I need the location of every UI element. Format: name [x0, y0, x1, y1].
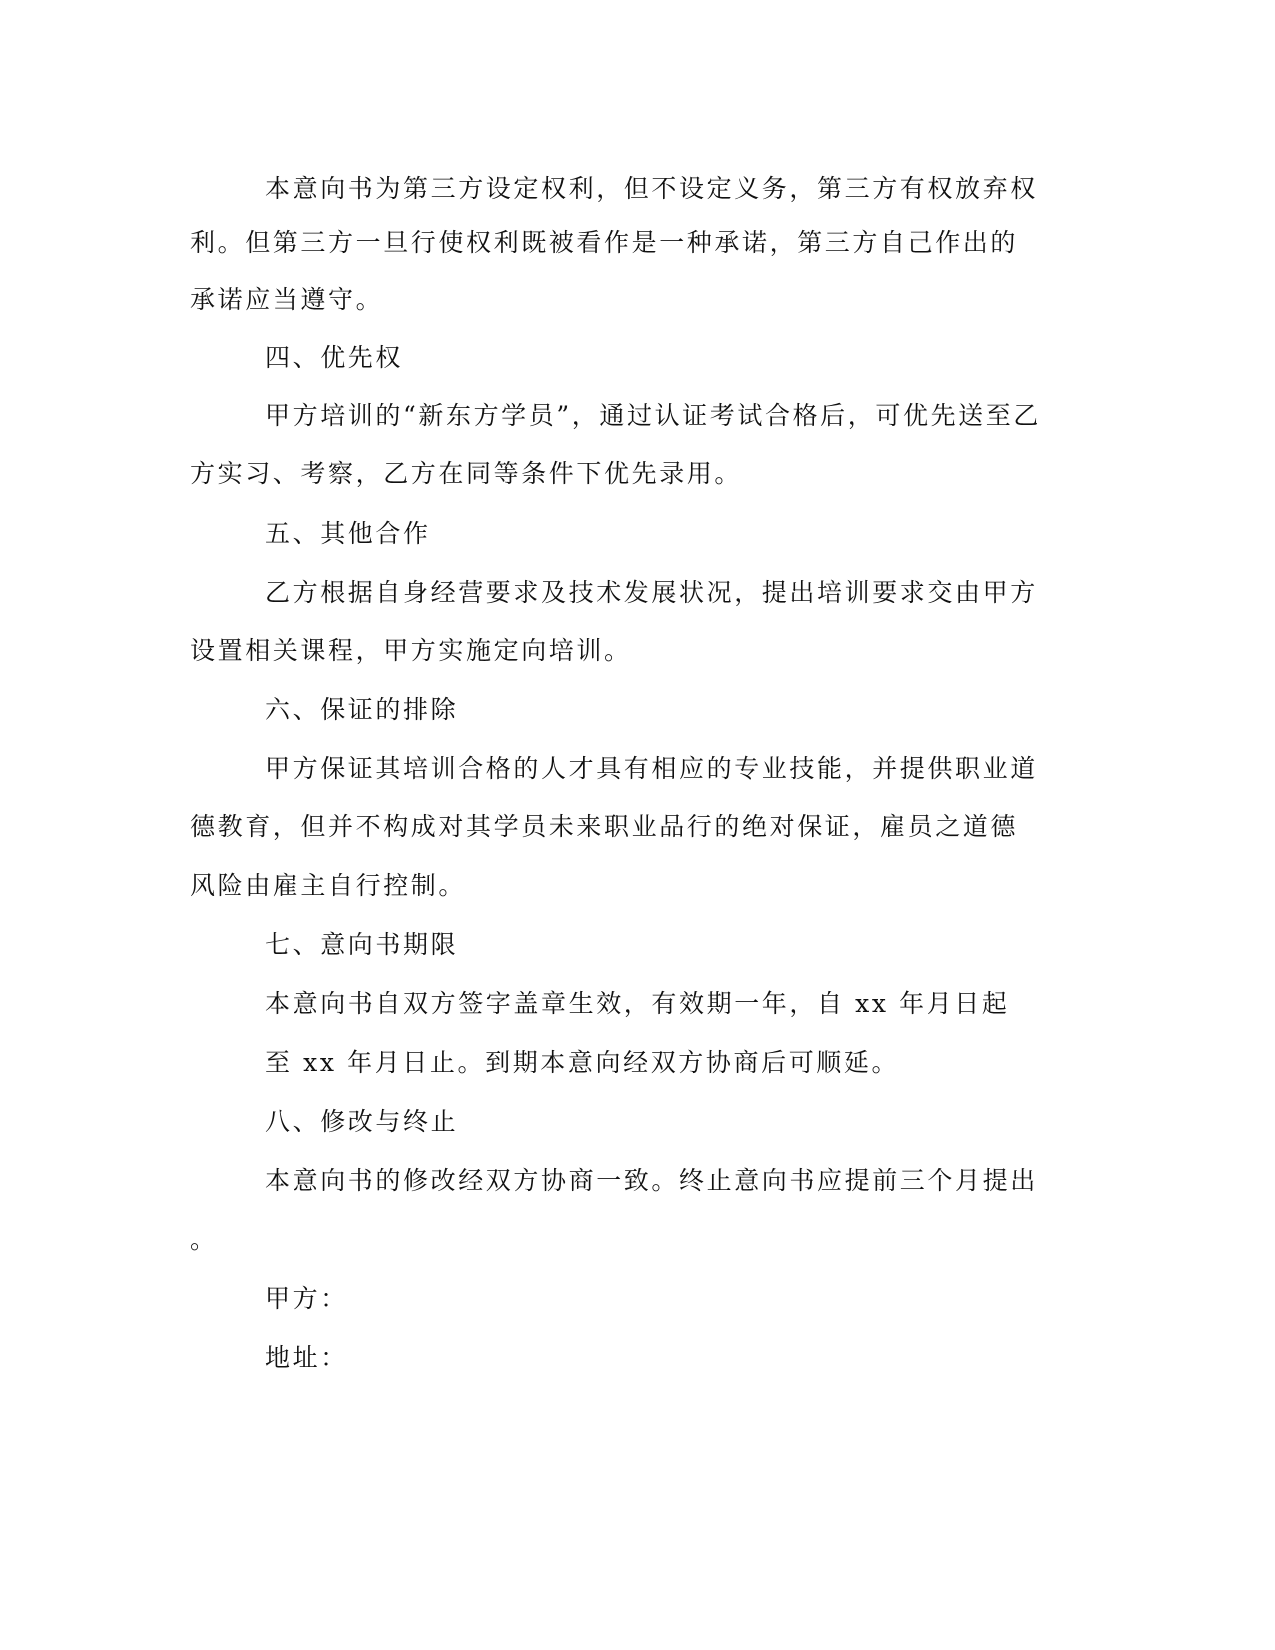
- heading-modification-termination: 八、修改与终止: [265, 1107, 459, 1136]
- party-a-label: 甲方：: [265, 1284, 348, 1313]
- heading-priority: 四、优先权: [265, 343, 404, 372]
- address-label: 地址：: [265, 1343, 348, 1372]
- paragraph-warranty-exclusion-line-1: 甲方保证其培训合格的人才具有相应的专业技能，并提供职业道: [265, 754, 1038, 783]
- paragraph-warranty-exclusion-line-3: 风险由雇主自行控制。: [190, 871, 467, 900]
- paragraph-modification-termination-line-1: 本意向书的修改经双方协商一致。终止意向书应提前三个月提出: [265, 1166, 1038, 1195]
- paragraph-other-cooperation-line-2: 设置相关课程，甲方实施定向培训。: [190, 636, 632, 665]
- paragraph-third-party-rights-line-1: 本意向书为第三方设定权利，但不设定义务，第三方有权放弃权: [265, 174, 1038, 203]
- paragraph-priority-line-1: 甲方培训的“新东方学员”，通过认证考试合格后，可优先送至乙: [265, 401, 1041, 430]
- paragraph-other-cooperation-line-1: 乙方根据自身经营要求及技术发展状况，提出培训要求交由甲方: [265, 578, 1038, 607]
- heading-term: 七、意向书期限: [265, 930, 459, 959]
- paragraph-warranty-exclusion-line-2: 德教育，但并不构成对其学员未来职业品行的绝对保证，雇员之道德: [190, 812, 1019, 841]
- paragraph-term-line-1: 本意向书自双方签字盖章生效，有效期一年，自 xx 年月日起: [265, 989, 1010, 1018]
- paragraph-modification-termination-line-2: 。: [190, 1225, 218, 1254]
- paragraph-third-party-rights-line-3: 承诺应当遵守。: [190, 285, 384, 314]
- paragraph-term-line-2: 至 xx 年月日止。到期本意向经双方协商后可顺延。: [265, 1048, 900, 1077]
- heading-warranty-exclusion: 六、保证的排除: [265, 695, 459, 724]
- paragraph-third-party-rights-line-2: 利。但第三方一旦行使权利既被看作是一种承诺，第三方自己作出的: [190, 228, 1019, 257]
- heading-other-cooperation: 五、其他合作: [265, 519, 431, 548]
- paragraph-priority-line-2: 方实习、考察，乙方在同等条件下优先录用。: [190, 459, 743, 488]
